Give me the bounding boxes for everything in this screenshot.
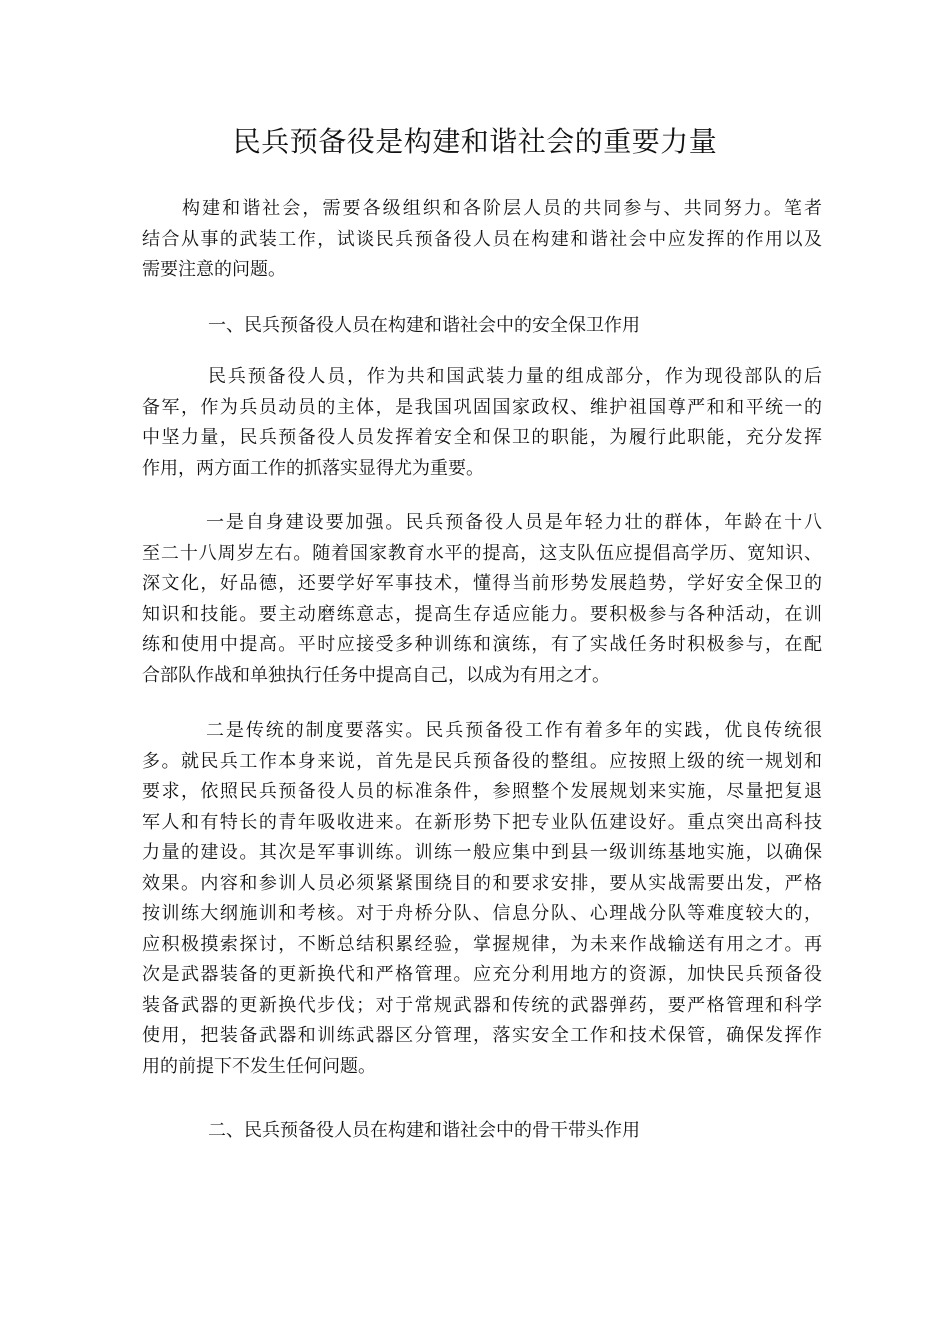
text-line: 多。就民兵工作本身来说，首先是民兵预备役的整组。应按照上级的统一规划和 [142, 750, 822, 772]
body-paragraph-3 [142, 716, 822, 1082]
text-line: 至二十八周岁左右。随着国家教育水平的提高，这支队伍应提倡高学历、宽知识、 [142, 542, 822, 564]
text-line: 知识和技能。要主动磨练意志，提高生存适应能力。要积极参与各种活动，在训 [142, 603, 822, 625]
text-line: 应积极摸索探讨，不断总结积累经验，掌握规律，为未来作战输送有用之才。再 [142, 933, 822, 955]
text-line: 需要注意的问题。 [142, 259, 286, 280]
text-line: 一是自身建设要加强。民兵预备役人员是年轻力壮的群体，年龄在十八 [206, 512, 822, 533]
text-line: 结合从事的武装工作，试谈民兵预备役人员在构建和谐社会中应发挥的作用以及 [142, 228, 822, 250]
heading-text: 二、民兵预备役人员在构建和谐社会中的骨干带头作用 [208, 1120, 640, 1141]
text-line: 合部队作战和单独执行任务中提高自己，以成为有用之才。 [142, 664, 610, 686]
text-line: 构建和谐社会，需要各级组织和各阶层人员的共同参与、共同努力。笔者 [182, 198, 822, 219]
text-line: 作用，两方面工作的抓落实显得尤为重要。 [142, 457, 484, 479]
text-line: 次是武器装备的更新换代和严格管理。应充分利用地方的资源，加快民兵预备役 [142, 964, 822, 985]
text-line: 二是传统的制度要落实。民兵预备役工作有着多年的实践，优良传统很 [206, 720, 822, 741]
text-line: 军人和有特长的青年吸收进来。在新形势下把专业队伍建设好。重点突出高科技 [142, 811, 822, 833]
text-line: 力量的建设。其次是军事训练。训练一般应集中到县一级训练基地实施，以确保 [142, 842, 822, 863]
text-line: 民兵预备役人员，作为共和国武装力量的组成部分，作为现役部队的后 [208, 366, 822, 387]
text-line: 练和使用中提高。平时应接受多种训练和演练，有了实战任务时积极参与，在配 [142, 634, 822, 655]
body-paragraph-2 [142, 508, 822, 691]
intro-paragraph [142, 194, 822, 286]
text-line: 按训练大纲施训和考核。对于舟桥分队、信息分队、心理战分队等难度较大的， [142, 903, 822, 924]
text-line: 效果。内容和参训人员必须紧紧围绕目的和要求安排，要从实战需要出发，严格 [142, 872, 822, 894]
document-title: 民兵预备役是构建和谐社会的重要力量 [232, 125, 718, 158]
text-line: 深文化，好品德，还要学好军事技术，懂得当前形势发展趋势，学好安全保卫的 [142, 573, 822, 594]
text-line: 备军，作为兵员动员的主体，是我国巩固国家政权、维护祖国尊严和和平统一的 [142, 396, 822, 418]
text-line: 中坚力量，民兵预备役人员发挥着安全和保卫的职能，为履行此职能，充分发挥 [142, 427, 822, 448]
text-line: 要求，依照民兵预备役人员的标准条件，参照整个发展规划来实施，尽量把复退 [142, 781, 822, 802]
body-paragraph-1 [142, 362, 822, 484]
heading-text: 一、民兵预备役人员在构建和谐社会中的安全保卫作用 [208, 315, 640, 336]
section-heading-1 [142, 311, 822, 342]
text-line: 用的前提下不发生任何问题。 [142, 1055, 376, 1077]
text-line: 使用，把装备武器和训练武器区分管理，落实安全工作和技术保管，确保发挥作 [142, 1025, 822, 1046]
section-heading-2 [142, 1116, 822, 1147]
text-line: 装备武器的更新换代步伐；对于常规武器和传统的武器弹药，要严格管理和科学 [142, 994, 822, 1016]
